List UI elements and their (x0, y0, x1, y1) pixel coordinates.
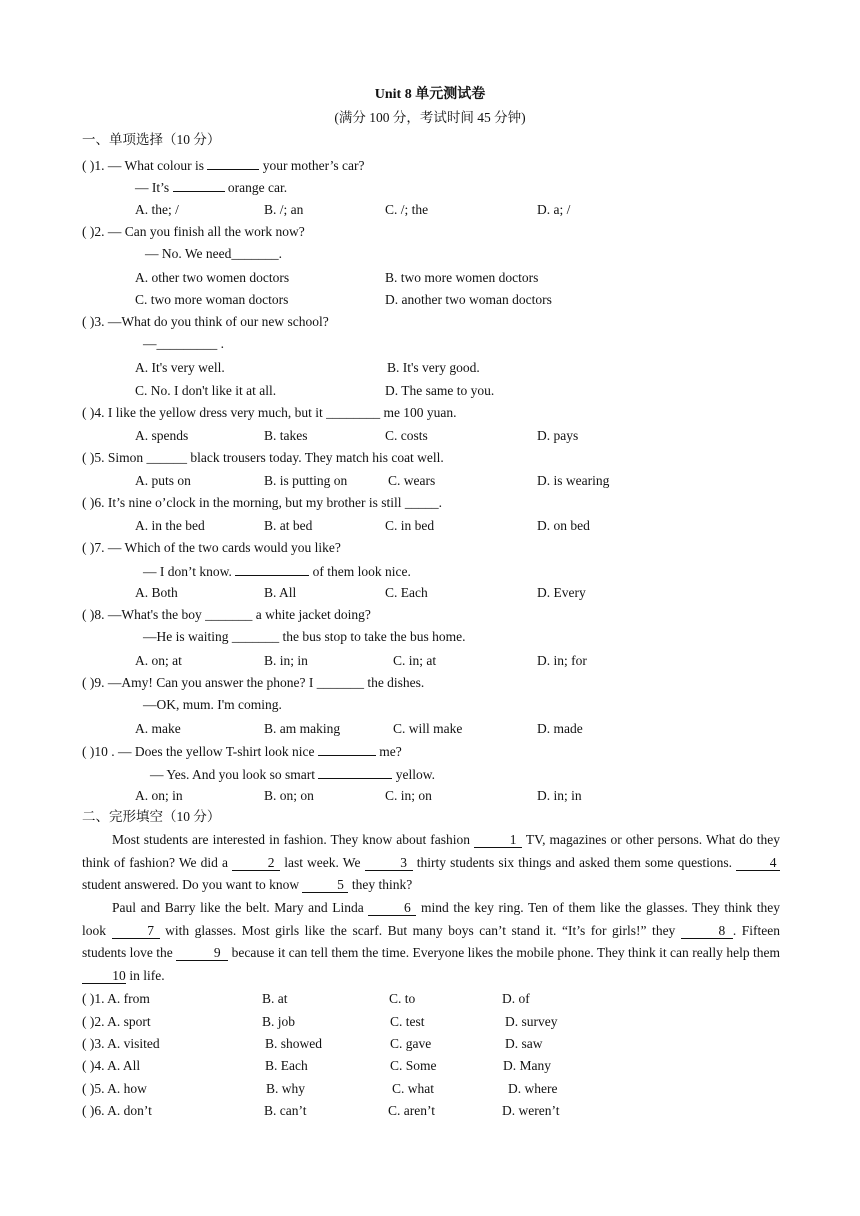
q1-option-a: A. the; / (135, 202, 179, 217)
q9-option-b: B. am making (264, 721, 341, 736)
cloze-q1-c: C. to (389, 991, 416, 1006)
cloze-q5-c: C. what (392, 1081, 434, 1096)
q5-option-d: D. is wearing (537, 473, 610, 488)
section2-heading: 二、完形填空（10 分） (82, 809, 221, 824)
q1-option-b: B. /; an (264, 202, 304, 217)
question-9: ( )9. —Amy! Can you answer the phone? I _______ the dishes. (82, 675, 425, 690)
q4-option-a: A. spends (135, 428, 189, 443)
cloze-q6-b: B. can’t (264, 1103, 307, 1118)
question-2-line2: — No. We need_______. (145, 246, 283, 261)
page-subtitle: (满分 100 分，考试时间 45 分钟) (334, 110, 526, 125)
q8-option-d: D. in; for (537, 653, 587, 668)
question-10-line2: — Yes. And you look so smart yellow. (150, 767, 436, 782)
question-1-line2: — It’s orange car. (135, 180, 288, 195)
q4-option-d: D. pays (537, 428, 579, 443)
cloze-q4-c: C. Some (390, 1058, 437, 1073)
cloze-blank-5: 5 (302, 877, 348, 893)
cloze-q4-b: B. Each (265, 1058, 308, 1073)
q5-option-b: B. is putting on (264, 473, 348, 488)
q3-option-d: D. The same to you. (385, 383, 495, 398)
question-7: ( )7. — Which of the two cards would you like? (82, 540, 341, 555)
q2-option-b: B. two more women doctors (385, 270, 539, 285)
q6-option-b: B. at bed (264, 518, 313, 533)
cloze-q4-a: ( )4. A. All (82, 1058, 141, 1073)
q9-option-d: D. made (537, 721, 583, 736)
question-1: ( )1. — What colour is your mother’s car? (82, 158, 365, 173)
question-6: ( )6. It’s nine o’clock in the morning, but my brother is still _____. (82, 495, 442, 510)
cloze-blank-9: 9 (176, 945, 228, 961)
cloze-blank-4: 4 (736, 855, 780, 871)
cloze-blank-3: 3 (365, 855, 413, 871)
q3-option-a: A. It's very well. (135, 360, 225, 375)
q2-option-c: C. two more woman doctors (135, 292, 289, 307)
question-10: ( )10 . — Does the yellow T-shirt look nice me? (82, 744, 402, 759)
q8-option-b: B. in; in (264, 653, 308, 668)
q1-option-d: D. a; / (537, 202, 571, 217)
q7-option-a: A. Both (135, 585, 178, 600)
q5-option-a: A. puts on (135, 473, 191, 488)
q8-option-c: C. in; at (393, 653, 437, 668)
cloze-q3-c: C. gave (390, 1036, 432, 1051)
cloze-blank-1: 1 (474, 832, 522, 848)
q6-option-a: A. in the bed (135, 518, 205, 533)
q6-option-d: D. on bed (537, 518, 590, 533)
q7-option-b: B. All (264, 585, 297, 600)
q3-option-b: B. It's very good. (387, 360, 480, 375)
cloze-blank-7: 7 (112, 923, 160, 939)
cloze-q2-d: D. survey (505, 1014, 558, 1029)
q10-option-a: A. on; in (135, 788, 183, 803)
q9-option-a: A. make (135, 721, 181, 736)
page-title: Unit 8 单元测试卷 (374, 87, 486, 102)
cloze-blank-2: 2 (232, 855, 280, 871)
question-9-line2: —OK, mum. I'm coming. (143, 697, 282, 712)
cloze-q1-b: B. at (262, 991, 288, 1006)
question-3: ( )3. —What do you think of our new school? (82, 314, 329, 329)
q10-option-b: B. on; on (264, 788, 314, 803)
section1-heading: 一、单项选择（10 分） (82, 132, 221, 147)
q10-option-c: C. in; on (385, 788, 432, 803)
cloze-blank-10: 10 (82, 968, 126, 984)
q2-option-a: A. other two women doctors (135, 270, 290, 285)
cloze-q2-b: B. job (262, 1014, 296, 1029)
q3-option-c: C. No. I don't like it at all. (135, 383, 277, 398)
q4-option-b: B. takes (264, 428, 308, 443)
question-8: ( )8. —What's the boy _______ a white jacket doing? (82, 607, 371, 622)
q7-option-c: C. Each (385, 585, 428, 600)
q10-option-d: D. in; in (537, 788, 582, 803)
cloze-blank-8: 8 (681, 923, 733, 939)
cloze-paragraph-1: Most students are interested in fashion. They know about fashion 1 TV, magazines or other persons. What do they think of fashion? We did a 2 last week. We 3 thirty students six things and asked them some questions. 4 student answered. Do you want to know 5 they think? (82, 832, 780, 893)
cloze-q3-b: B. showed (265, 1036, 322, 1051)
q8-option-a: A. on; at (135, 653, 182, 668)
cloze-paragraph-2: Paul and Barry like the belt. Mary and Linda 6 mind the key ring. Ten of them like the glasses. They think they look 7 with glasses. Most girls like the scarf. But many boys can’t stand it. “It’s for girls!” they 8 . Fifteen students love the 9 because it can tell them the time. Everyone likes the mobile phone. They think it can really help them 10 in life. (82, 900, 781, 983)
q7-option-d: D. Every (537, 585, 586, 600)
cloze-q4-d: D. Many (503, 1058, 551, 1073)
question-3-line2: —_________ . (143, 336, 224, 351)
cloze-q3-d: D. saw (505, 1036, 543, 1051)
cloze-blank-6: 6 (368, 900, 416, 916)
question-7-line2: — I don’t know. of them look nice. (143, 564, 411, 579)
question-2: ( )2. — Can you finish all the work now? (82, 224, 305, 239)
cloze-q5-b: B. why (266, 1081, 306, 1096)
q5-option-c: C. wears (388, 473, 436, 488)
question-5: ( )5. Simon ______ black trousers today. They match his coat well. (82, 450, 444, 465)
q4-option-c: C. costs (385, 428, 428, 443)
cloze-q2-c: C. test (390, 1014, 425, 1029)
q1-option-c: C. /; the (385, 202, 429, 217)
q6-option-c: C. in bed (385, 518, 435, 533)
question-8-line2: —He is waiting _______ the bus stop to take the bus home. (143, 629, 466, 644)
cloze-q1-d: D. of (502, 991, 530, 1006)
cloze-q5-a: ( )5. A. how (82, 1081, 147, 1096)
q2-option-d: D. another two woman doctors (385, 292, 552, 307)
cloze-q6-c: C. aren’t (388, 1103, 435, 1118)
cloze-q2-a: ( )2. A. sport (82, 1014, 151, 1029)
q9-option-c: C. will make (393, 721, 463, 736)
cloze-q6-d: D. weren’t (502, 1103, 560, 1118)
cloze-q5-d: D. where (508, 1081, 558, 1096)
cloze-q3-a: ( )3. A. visited (82, 1036, 160, 1051)
cloze-q6-a: ( )6. A. don’t (82, 1103, 152, 1118)
question-4: ( )4. I like the yellow dress very much, but it ________ me 100 yuan. (82, 405, 457, 420)
cloze-q1-a: ( )1. A. from (82, 991, 150, 1006)
